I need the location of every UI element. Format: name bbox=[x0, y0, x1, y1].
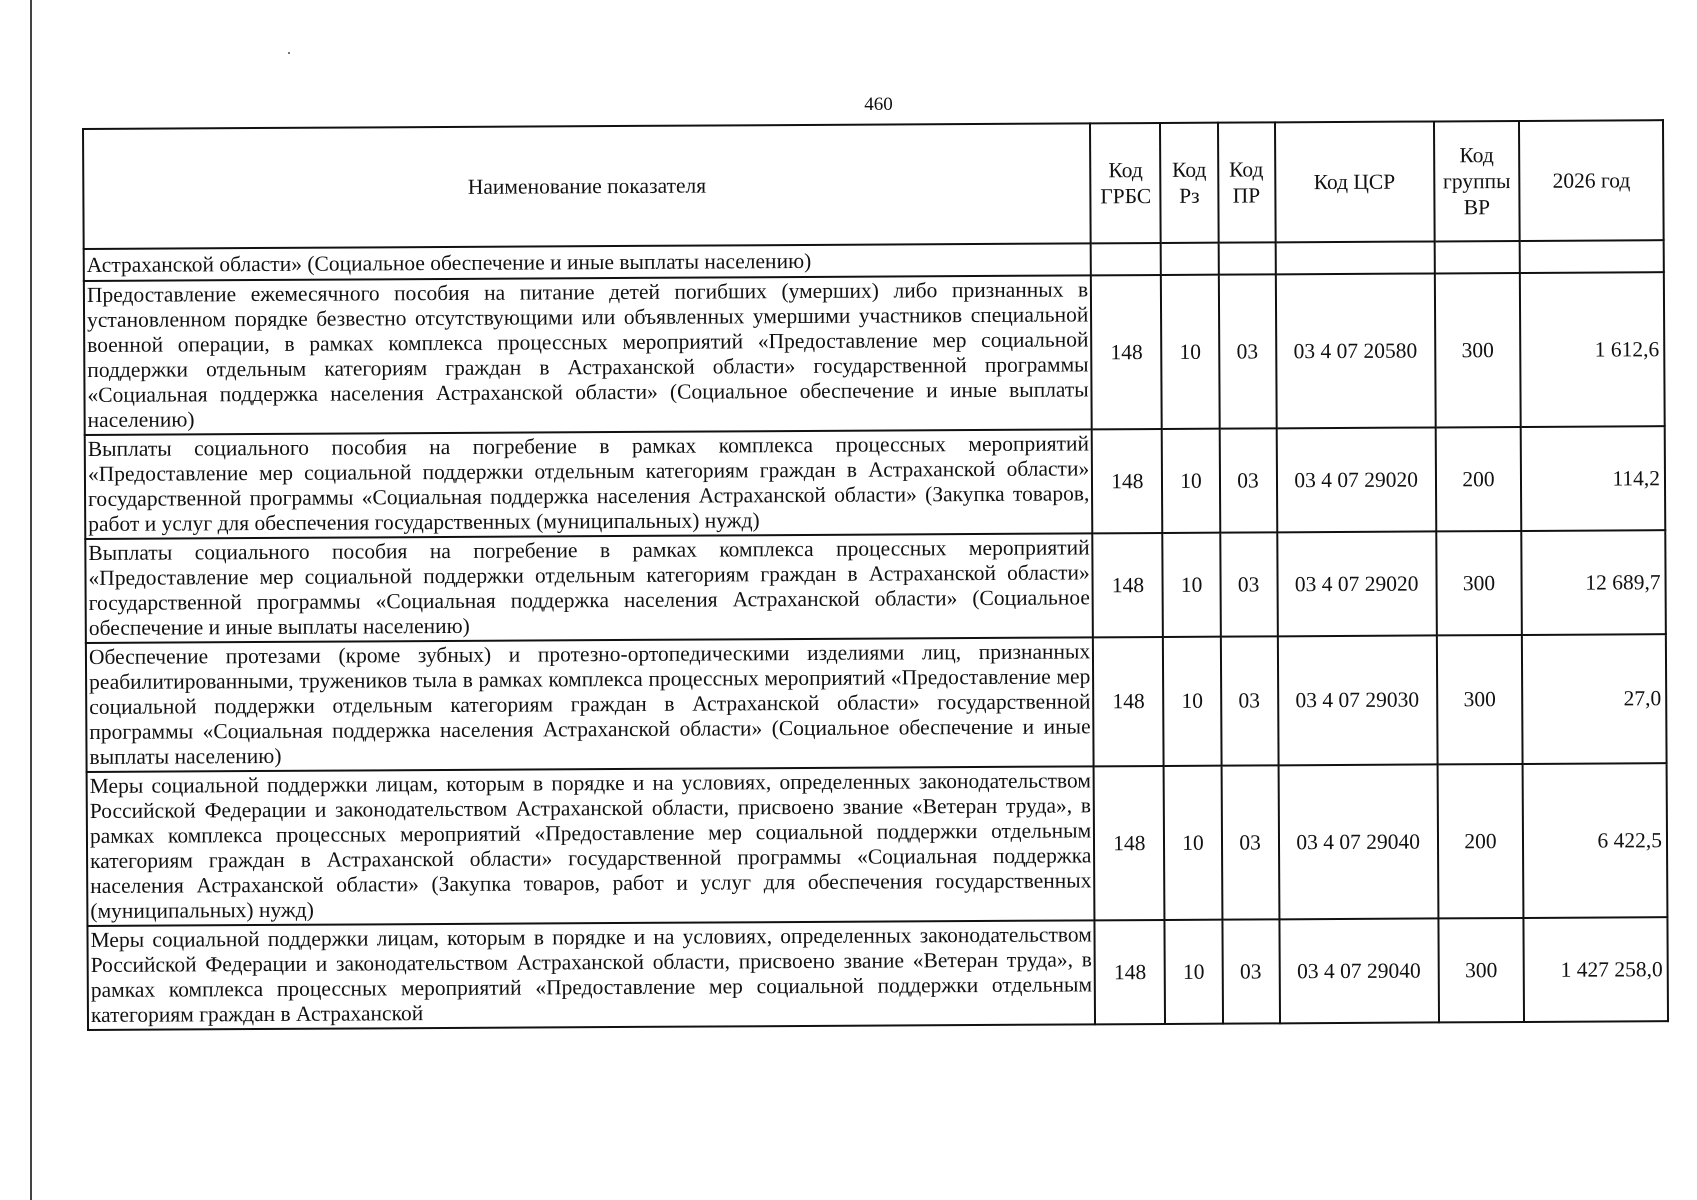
cell-empty bbox=[1218, 242, 1275, 274]
cell-csr: 03 4 07 20580 bbox=[1275, 273, 1435, 428]
cell-amount: 1 427 258,0 bbox=[1524, 917, 1668, 1022]
cell-grbs: 148 bbox=[1091, 275, 1162, 429]
cell-vr: 300 bbox=[1437, 635, 1523, 764]
cell-empty bbox=[1434, 241, 1520, 273]
cell-amount: 6 422,5 bbox=[1523, 763, 1668, 918]
cell-vr: 300 bbox=[1438, 918, 1524, 1022]
budget-table bbox=[82, 119, 1669, 1031]
cell-grbs: 148 bbox=[1093, 533, 1164, 637]
cell-rz: 10 bbox=[1163, 533, 1221, 637]
table-row bbox=[85, 426, 1666, 539]
cell-pr: 03 bbox=[1220, 532, 1278, 636]
cell-rz: 10 bbox=[1163, 637, 1221, 766]
header-pr: Код ПР bbox=[1218, 122, 1276, 242]
header-rz: Код Рз bbox=[1160, 123, 1218, 243]
header-name: Наименование показателя bbox=[83, 123, 1091, 249]
cell-empty bbox=[1091, 243, 1161, 275]
cell-empty bbox=[1520, 240, 1664, 273]
cell-rz: 10 bbox=[1162, 429, 1220, 533]
scan-speck bbox=[288, 52, 290, 54]
table-header-row bbox=[83, 120, 1664, 249]
cell-csr: 03 4 07 29030 bbox=[1277, 635, 1437, 765]
cell-csr: 03 4 07 29040 bbox=[1278, 764, 1438, 919]
cell-empty bbox=[1161, 243, 1218, 275]
table-row bbox=[87, 917, 1668, 1030]
cell-vr: 300 bbox=[1436, 531, 1522, 635]
cell-pr: 03 bbox=[1218, 274, 1276, 428]
cell-csr: 03 4 07 29020 bbox=[1277, 531, 1437, 636]
cell-pr: 03 bbox=[1220, 636, 1278, 765]
cell-csr: 03 4 07 29040 bbox=[1279, 918, 1439, 1023]
table-row bbox=[86, 634, 1667, 772]
cell-grbs: 148 bbox=[1093, 637, 1164, 766]
header-year: 2026 год bbox=[1519, 120, 1663, 241]
cell-grbs: 148 bbox=[1094, 766, 1165, 920]
cell-name: Астраханской области» (Социальное обеспечение и иные выплаты населению) bbox=[84, 243, 1091, 281]
cell-grbs: 148 bbox=[1095, 920, 1166, 1024]
cell-rz: 10 bbox=[1165, 920, 1223, 1024]
cell-amount: 114,2 bbox=[1521, 426, 1665, 531]
cell-name: Предоставление ежемесячного пособия на питание детей погибших (умерших) либо признанных в установленном порядке безвестно отсутствующими или объявленных умершими участников специальной военной операции, в рамках комплекса процессных мероприятий «Предоставление мер социальной поддержки отдельным категориям граждан в Астраханской области» государственной программы «Социальная поддержка населения Астраханской области» (Социальное обеспечение и иные выплаты населению) bbox=[84, 275, 1092, 435]
cell-pr: 03 bbox=[1222, 919, 1280, 1023]
page-number: 460 bbox=[864, 94, 893, 115]
cell-amount: 1 612,6 bbox=[1520, 272, 1665, 427]
cell-name: Меры социальной поддержки лицам, которым в порядке и на условиях, определенных законодательством Российской Федерации и законодательством Астраханской области, присвоено звание «Ветеран труда», в рамках комплекса процессных мероприятий «Предоставление мер социальной поддержки отдельным категориям граждан в Астраханской bbox=[87, 920, 1095, 1030]
cell-pr: 03 bbox=[1219, 428, 1277, 532]
header-vr: Код группы ВР bbox=[1434, 121, 1520, 241]
cell-vr: 200 bbox=[1435, 427, 1521, 531]
table-row bbox=[87, 763, 1668, 926]
table-row bbox=[85, 530, 1666, 643]
cell-grbs: 148 bbox=[1092, 429, 1163, 533]
table-row bbox=[84, 272, 1665, 435]
cell-empty bbox=[1275, 241, 1434, 274]
cell-vr: 200 bbox=[1437, 764, 1523, 918]
cell-amount: 12 689,7 bbox=[1522, 530, 1666, 635]
cell-vr: 300 bbox=[1434, 273, 1520, 427]
cell-rz: 10 bbox=[1164, 766, 1222, 920]
cell-csr: 03 4 07 29020 bbox=[1276, 427, 1436, 532]
cell-name: Обеспечение протезами (кроме зубных) и протезно-ортопедическими изделиями лиц, признанных реабилитированными, тружеников тыла в рамках комплекса процессных мероприятий «Предоставление мер социальной поддержки отдельным категориям граждан в Астраханской области» государственной программы «Социальная поддержка населения Астраханской области» (Социальное обеспечение и иные выплаты населению) bbox=[86, 637, 1094, 772]
cell-rz: 10 bbox=[1161, 275, 1219, 429]
cell-name: Выплаты социального пособия на погребение в рамках комплекса процессных мероприятий «Предоставление мер социальной поддержки отдельным категориям граждан в Астраханской области» государственной программы «Социальная поддержка населения Астраханской области» (Социальное обеспечение и иные выплаты населению) bbox=[85, 533, 1093, 643]
header-grbs: Код ГРБС bbox=[1090, 123, 1161, 243]
cell-amount: 27,0 bbox=[1522, 634, 1666, 764]
cell-name: Выплаты социального пособия на погребение в рамках комплекса процессных мероприятий «Предоставление мер социальной поддержки отдельным категориям граждан в Астраханской области» государственной программы «Социальная поддержка населения Астраханской области» (Закупка товаров, работ и услуг для обеспечения государственных (муниципальных) нужд) bbox=[85, 429, 1093, 539]
cell-pr: 03 bbox=[1221, 765, 1279, 919]
header-csr: Код ЦСР bbox=[1275, 121, 1435, 242]
page-margin-line bbox=[30, 0, 32, 1200]
cell-name: Меры социальной поддержки лицам, которым в порядке и на условиях, определенных законодательством Российской Федерации и законодательством Астраханской области, присвоено звание «Ветеран труда», в рамках комплекса процессных мероприятий «Предоставление мер социальной поддержки отдельным категориям граждан в Астраханской области» государственной программы «Социальная поддержка населения Астраханской области» (Закупка товаров, работ и услуг для обеспечения государственных (муниципальных) нужд) bbox=[87, 766, 1095, 926]
